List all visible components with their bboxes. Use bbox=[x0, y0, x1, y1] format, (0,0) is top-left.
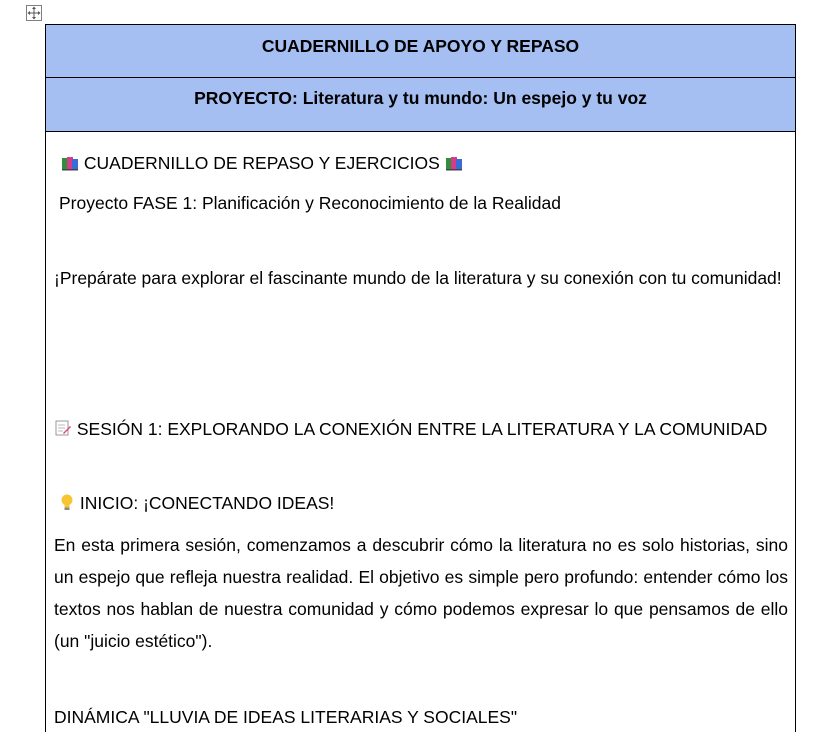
lightbulb-icon bbox=[59, 493, 75, 516]
inicio-title bbox=[59, 493, 793, 516]
phase-line: Proyecto FASE 1: Planificación y Reconocimiento de la Realidad bbox=[59, 193, 561, 213]
session-title-text: SESIÓN 1: EXPLORANDO LA CONEXIÓN ENTRE LA LITERATURA Y LA COMUNIDAD bbox=[76, 419, 768, 439]
title-cell[interactable] bbox=[46, 25, 795, 78]
books-icon bbox=[445, 155, 463, 176]
inicio-title-text: INICIO: ¡CONECTANDO IDEAS! bbox=[79, 493, 335, 513]
notebook-heading bbox=[61, 153, 795, 176]
dinamica-title: DINÁMICA "LLUVIA DE IDEAS LITERARIAS Y SOCIALES" bbox=[54, 707, 518, 727]
content-cell[interactable] bbox=[46, 132, 795, 732]
project-cell[interactable] bbox=[46, 78, 795, 132]
heading-text: CUADERNILLO DE REPASO Y EJERCICIOS bbox=[83, 153, 440, 173]
move-icon bbox=[27, 6, 41, 20]
intro-paragraph: ¡Prepárate para explorar el fascinante mundo de la literatura y su conexión con tu comunidad! bbox=[54, 268, 782, 288]
session-title bbox=[54, 412, 788, 448]
inicio-paragraph: En esta primera sesión, comenzamos a descubrir cómo la literatura no es solo historias, sino un espejo que refleja nuestra realidad. El objetivo es simple pero profundo: entender cómo los textos nos hablan de nuestra comunidad y cómo podemos expresar lo que pensamos de ello (un "juicio estético"). bbox=[54, 535, 788, 651]
project-title: PROYECTO: Literatura y tu mundo: Un espejo y tu voz bbox=[194, 88, 647, 108]
books-icon bbox=[61, 155, 79, 176]
table-move-handle[interactable] bbox=[26, 5, 42, 21]
memo-icon bbox=[54, 414, 72, 448]
document-title: CUADERNILLO DE APOYO Y REPASO bbox=[261, 36, 580, 56]
document-table bbox=[45, 24, 796, 732]
